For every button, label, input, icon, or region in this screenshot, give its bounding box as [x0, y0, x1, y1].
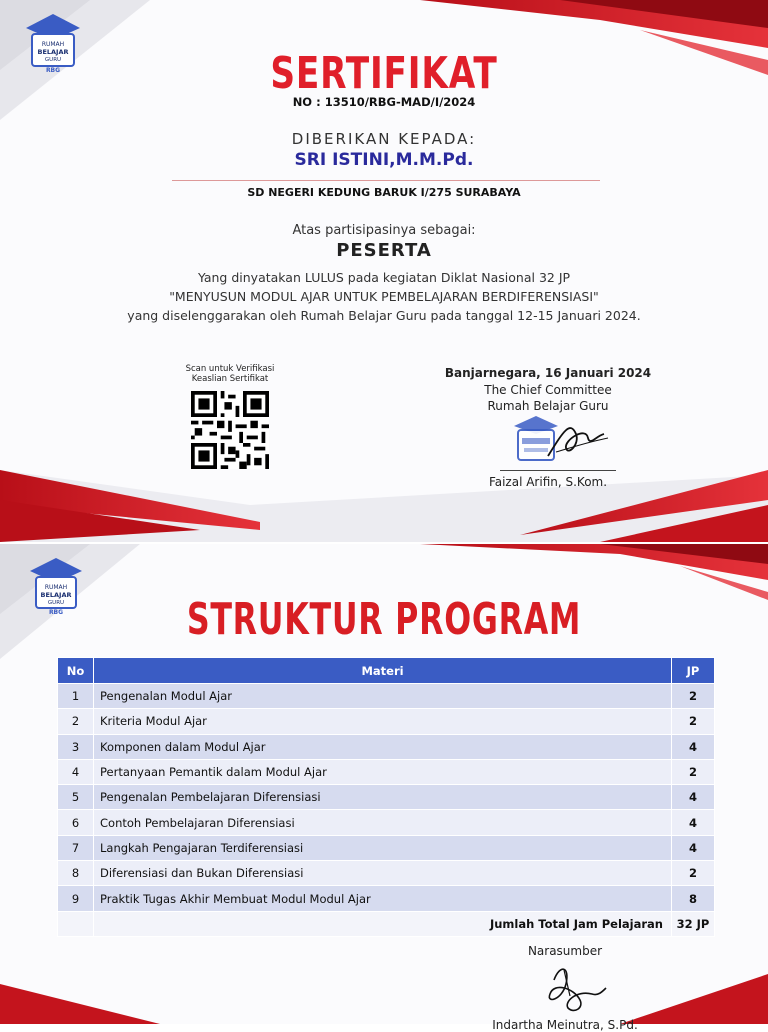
row-jp: 2	[672, 709, 715, 734]
scan-caption	[160, 364, 300, 384]
row-number: 2	[58, 709, 94, 734]
logo-line4: RBG	[45, 67, 61, 74]
row-number: 5	[58, 785, 94, 810]
rbg-logo	[22, 12, 84, 74]
total-row	[58, 911, 715, 936]
given-to-label: DIBERIKAN KEPADA:	[291, 130, 477, 148]
speaker-signature	[540, 960, 610, 1018]
row-materi: Langkah Pengajaran Terdiferensiasi	[94, 835, 672, 860]
row-number: 4	[58, 759, 94, 784]
description-line: Yang dinyatakan LULUS pada kegiatan Diklat Nasional 32 JP	[197, 270, 571, 285]
logo-line1: RUMAH	[44, 584, 68, 591]
row-materi: Komponen dalam Modul Ajar	[94, 734, 672, 759]
stamp-and-signature	[508, 412, 618, 470]
row-number: 8	[58, 861, 94, 886]
logo-line3: GURU	[44, 57, 62, 63]
header-materi: Materi	[94, 658, 672, 684]
speaker-label: Narasumber	[527, 944, 603, 958]
table-row	[58, 785, 715, 810]
logo-line3: GURU	[47, 600, 65, 606]
program-table	[57, 657, 715, 937]
speaker-name: Indartha Meinutra, S.Pd.	[492, 1018, 638, 1032]
scan-caption-line: Keaslian Sertifikat	[191, 374, 269, 384]
row-materi: Contoh Pembelajaran Diferensiasi	[94, 810, 672, 835]
participation-label: Atas partisipasinya sebagai:	[292, 223, 476, 238]
total-spacer	[58, 911, 94, 936]
description-line: "MENYUSUN MODUL AJAR UNTUK PEMBELAJARAN BERDIFERENSIASI"	[169, 289, 599, 304]
signer-name: Faizal Arifin, S.Kom.	[488, 475, 608, 489]
logo-line4: RBG	[48, 609, 64, 616]
table-row	[58, 709, 715, 734]
rbg-logo	[26, 556, 86, 616]
row-materi: Praktik Tugas Akhir Membuat Modul Modul Ajar	[94, 886, 672, 911]
header-no: No	[58, 658, 94, 684]
row-jp: 4	[672, 835, 715, 860]
row-materi: Diferensiasi dan Bukan Diferensiasi	[94, 861, 672, 886]
table-row	[58, 810, 715, 835]
certificate-title: SERTIFIKAT	[270, 48, 498, 99]
signer-role: The Chief Committee	[484, 383, 612, 397]
table-row	[58, 886, 715, 911]
scan-caption-line: Scan untuk Verifikasi	[185, 364, 275, 374]
row-number: 1	[58, 684, 94, 709]
logo-line2: BELAJAR	[40, 591, 72, 599]
table-header-row	[58, 658, 715, 684]
row-jp: 2	[672, 759, 715, 784]
row-jp: 4	[672, 785, 715, 810]
certificate-number: NO : 13510/RBG-MAD/I/2024	[292, 95, 476, 109]
logo-line1: RUMAH	[41, 41, 65, 48]
row-number: 9	[58, 886, 94, 911]
row-jp: 2	[672, 861, 715, 886]
total-value: 32 JP	[672, 911, 715, 936]
table-row	[58, 684, 715, 709]
table-row	[58, 759, 715, 784]
program-title: STRUKTUR PROGRAM	[186, 594, 582, 645]
row-materi: Pertanyaan Pemantik dalam Modul Ajar	[94, 759, 672, 784]
signature-line	[500, 470, 616, 471]
program-page	[0, 544, 768, 1032]
total-label: Jumlah Total Jam Pelajaran	[94, 911, 672, 936]
row-materi: Pengenalan Modul Ajar	[94, 684, 672, 709]
description-line: yang diselenggarakan oleh Rumah Belajar Guru pada tanggal 12-15 Januari 2024.	[127, 308, 641, 323]
verification-qr-code[interactable]	[191, 391, 269, 469]
header-jp: JP	[672, 658, 715, 684]
row-number: 6	[58, 810, 94, 835]
participation-role: PESERTA	[336, 240, 432, 261]
row-number: 7	[58, 835, 94, 860]
table-row	[58, 861, 715, 886]
row-materi: Pengenalan Pembelajaran Diferensiasi	[94, 785, 672, 810]
recipient-school: SD NEGERI KEDUNG BARUK I/275 SURABAYA	[247, 186, 521, 199]
place-date: Banjarnegara, 16 Januari 2024	[444, 366, 652, 380]
row-jp: 8	[672, 886, 715, 911]
recipient-name: SRI ISTINI,M.M.Pd.	[294, 150, 474, 170]
row-number: 3	[58, 734, 94, 759]
logo-line2: BELAJAR	[37, 48, 69, 56]
table-row	[58, 835, 715, 860]
row-materi: Kriteria Modul Ajar	[94, 709, 672, 734]
row-jp: 2	[672, 684, 715, 709]
row-jp: 4	[672, 734, 715, 759]
name-divider	[172, 180, 600, 181]
signer-organization: Rumah Belajar Guru	[487, 399, 609, 413]
row-jp: 4	[672, 810, 715, 835]
table-row	[58, 734, 715, 759]
